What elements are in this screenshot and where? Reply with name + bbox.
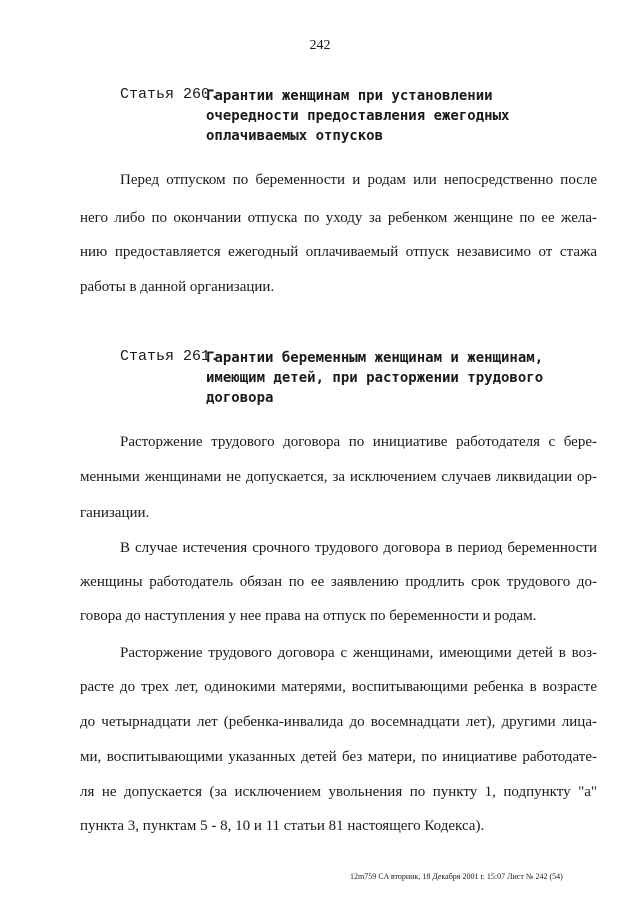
article-261-number: Статья 261. [120,348,220,365]
text-line: Расторжение трудового договора с женщинами, имеющими детей в воз- [120,645,597,661]
text-line: пункта 3, пунктам 5 - 8, 10 и 11 статьи 81 настоящего Кодекса). [80,818,485,834]
title-line: имеющим детей, при расторжении трудового [206,370,544,386]
article-260-title [206,86,626,146]
text-line: ля не допускается (за исключением увольнения по пункту 1, подпункту "а" [80,784,597,800]
title-line: Гарантии женщинам при установлении [206,88,493,104]
page-footer: 12m759 CA вторник, 18 Декабря 2001 г. 15:07 Лист № 242 (54) [350,872,563,881]
text-line: говора до наступления у нее права на отпуск по беременности и родам. [80,608,537,624]
title-line: оплачиваемых отпусков [206,128,384,144]
text-line: него либо по окончании отпуска по уходу за ребенком женщине по ее жела- [80,210,597,226]
text-line: Перед отпуском по беременности и родам или непосредственно после [120,172,597,188]
text-line: Расторжение трудового договора по инициативе работодателя с бере- [120,434,597,450]
text-line: расте до трех лет, одинокими матерями, воспитывающими ребенка в возрасте [80,679,597,695]
text-line: до четырнадцати лет (ребенка-инвалида до восемнадцати лет), другими лица- [80,714,597,730]
page-number: 242 [309,38,331,53]
article-261-title [206,348,626,408]
text-line: В случае истечения срочного трудового договора в период беременности [120,540,597,556]
text-line: ганизации. [80,505,150,521]
title-line: договора [206,390,274,406]
text-line: работы в данной организации. [80,279,275,295]
title-line: Гарантии беременным женщинам и женщинам, [206,350,544,366]
text-line: ми, воспитывающими указанных детей без матери, по инициативе работодате- [80,749,597,765]
text-line: менными женщинами не допускается, за исключением случаев ликвидации ор- [80,469,597,485]
article-260-number: Статья 260. [120,86,220,103]
title-line: очередности предоставления ежегодных [206,108,510,124]
text-line: женщины работодатель обязан по ее заявлению продлить срок трудового до- [80,574,597,590]
text-line: нию предоставляется ежегодный оплачиваемый отпуск независимо от стажа [80,244,597,260]
